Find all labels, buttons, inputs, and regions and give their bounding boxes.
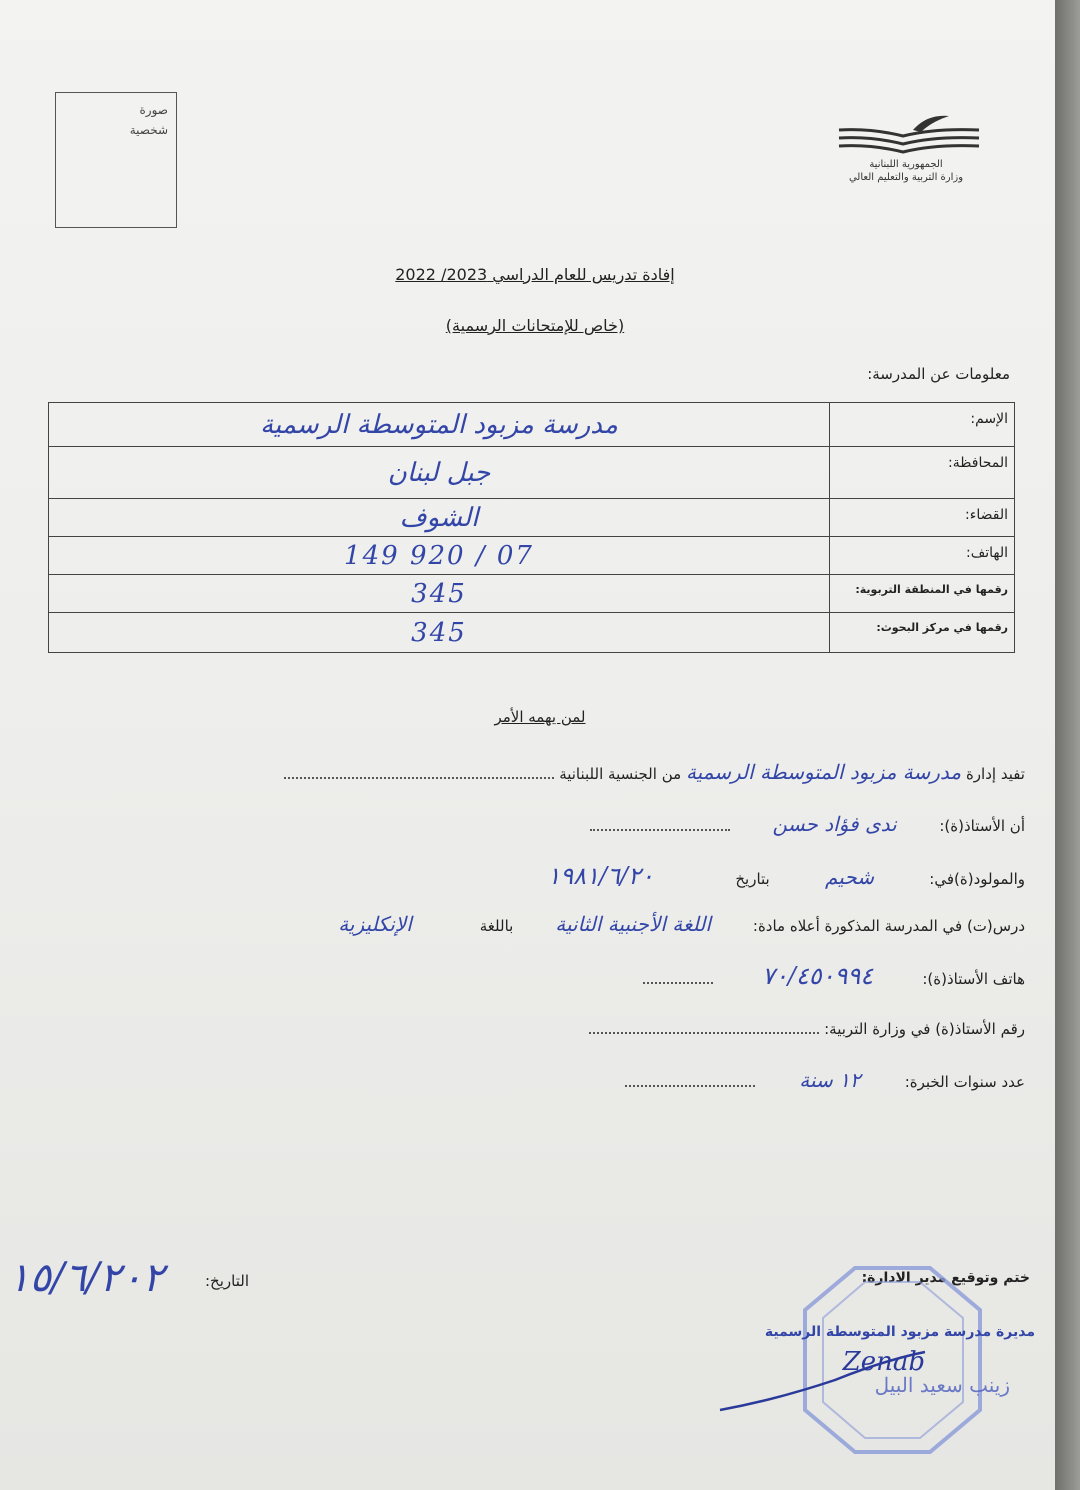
table-row: [49, 447, 1015, 499]
footer-date-label: التاريخ:: [205, 1272, 249, 1290]
statement-subject-row: [275, 912, 1025, 936]
region-number-value: 345: [49, 575, 830, 613]
dotted-line: [625, 1071, 755, 1087]
book-icon: [831, 110, 981, 158]
birth-date-value: ١٩٨١/٦/٢٠: [547, 862, 654, 890]
ministry-number-label: رقم الأستاذ(ة) في وزارة التربية:: [824, 1020, 1025, 1038]
region-number-label: رقمها في المنطقة التربوية:: [830, 575, 1015, 613]
logo-line-1: الجمهورية اللبنانية: [869, 159, 943, 170]
document-title: إفادة تدريس للعام الدراسي 2023/ 2022: [395, 265, 675, 284]
teacher-value: ندى فؤاد حسن: [772, 812, 897, 836]
logo-line-2: وزارة التربية والتعليم العالي: [848, 172, 964, 183]
phone-value: 07 / 920 149: [49, 537, 830, 575]
teacher-phone-label: هاتف الأستاذ(ة):: [922, 970, 1025, 988]
born-value: شحيم: [825, 865, 875, 889]
district-label: القضاء:: [830, 499, 1015, 537]
dotted-line: [643, 968, 713, 984]
district-value: الشوف: [49, 499, 830, 537]
statement-teacher-row: [590, 812, 1025, 836]
table-row: [49, 575, 1015, 613]
school-info-table: [48, 402, 1015, 653]
teacher-label: أن الأستاذ(ة):: [939, 817, 1025, 835]
document-subtitle: (خاص للإمتحانات الرسمية): [445, 316, 625, 335]
table-row: [49, 403, 1015, 447]
page-edge-shadow: [1055, 0, 1080, 1490]
teacher-phone-value: ٧٠/٤٥٠٩٩٤: [761, 962, 874, 990]
statement-ministry-row: [589, 1015, 1025, 1039]
name-label: الإسم:: [830, 403, 1015, 447]
official-stamp: [715, 1260, 1045, 1460]
admin-value: مدرسة مزبود المتوسطة الرسمية: [685, 760, 962, 784]
language-value: الإنكليزية: [338, 912, 412, 936]
governorate-value: جبل لبنان: [49, 447, 830, 499]
dotted-line: [590, 815, 730, 831]
table-row: [49, 613, 1015, 653]
ministry-logo: [826, 110, 986, 200]
born-label: والمولود(ة)في:: [929, 870, 1025, 888]
stamp-name: زينب سعيد البيل: [874, 1373, 1010, 1397]
table-row: [49, 537, 1015, 575]
statement-phone-row: [643, 962, 1025, 990]
photo-label-1: صورة: [139, 103, 168, 117]
language-label: باللغة: [479, 917, 514, 935]
stamp-line: مديرة مدرسة مزبود المتوسطة الرسمية: [764, 1324, 1035, 1340]
governorate-label: المحافظة:: [830, 447, 1015, 499]
dotted-line: [284, 763, 554, 779]
birth-date-label: بتاريخ: [735, 870, 770, 888]
research-number-value: 345: [49, 613, 830, 653]
school-section-label: معلومات عن المدرسة:: [867, 365, 1010, 383]
statement-birth-row: [471, 862, 1025, 890]
signature-text: Zenab: [842, 1347, 925, 1377]
nationality-text: من الجنسية اللبنانية: [559, 765, 682, 783]
admin-prefix: تفيد إدارة: [965, 765, 1025, 783]
experience-label: عدد سنوات الخبرة:: [904, 1073, 1025, 1091]
phone-label: الهاتف:: [830, 537, 1015, 575]
dotted-line: [589, 1018, 819, 1034]
footer-date-value: ١٥/٦/٢٠٢: [8, 1255, 164, 1301]
name-value: مدرسة مزبود المتوسطة الرسمية: [49, 403, 830, 447]
research-number-label: رقمها في مركز البحوث:: [830, 613, 1015, 653]
to-whom-heading: لمن يهمه الأمر: [494, 708, 586, 726]
statement-admin-row: [284, 760, 1025, 784]
statement-experience-row: [625, 1068, 1025, 1092]
table-row: [49, 499, 1015, 537]
experience-value: ١٢ سنة: [799, 1068, 861, 1092]
signature-label: ختم وتوقيع مدير الادارة:: [861, 1270, 1030, 1286]
photo-box: [55, 92, 177, 228]
subject-value: اللغة الأجنبية الثانية: [555, 912, 711, 936]
photo-label-2: شخصية: [129, 123, 168, 137]
subject-label: درس(ت) في المدرسة المذكورة أعلاه مادة:: [752, 917, 1025, 935]
